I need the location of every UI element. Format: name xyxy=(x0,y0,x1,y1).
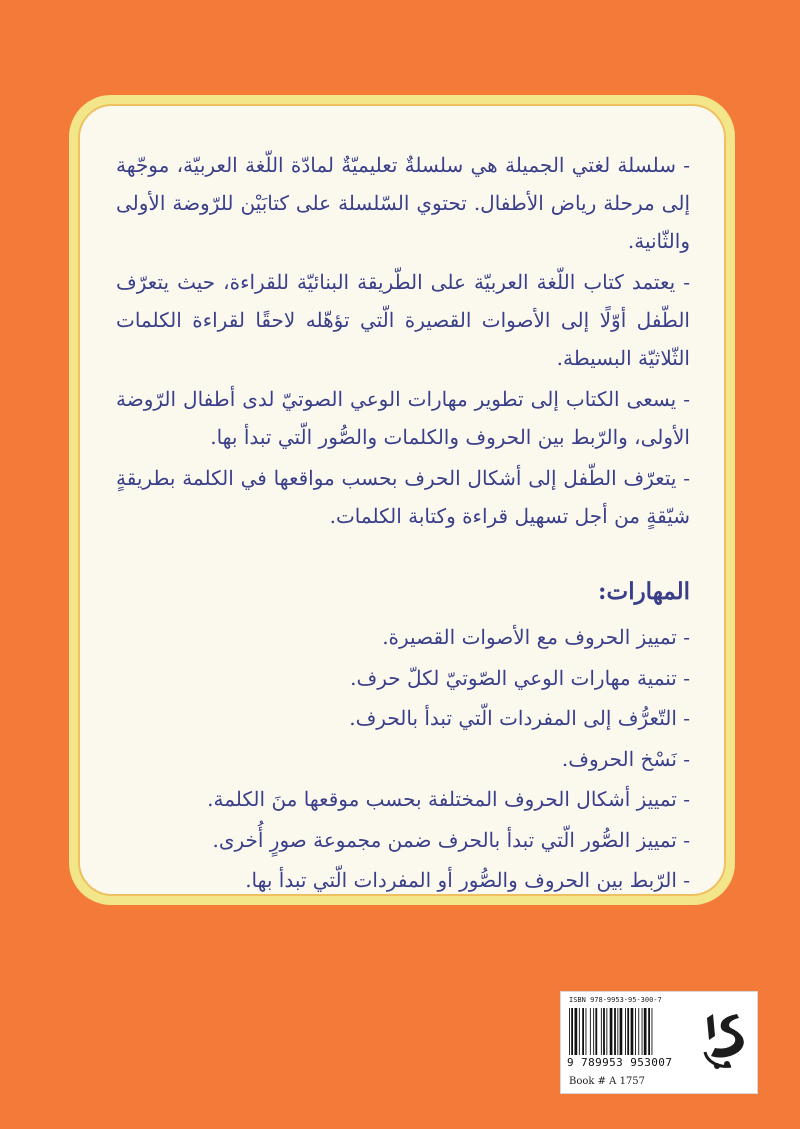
barcode-bar xyxy=(648,1008,650,1055)
intro-paragraph-3: - يسعى الكتاب إلى تطوير مهارات الوعي الصوتيّ لدى أطفال الرّوضة الأولى، والرّبط بين الحروف والكلمات والصُّور الّتي تبدأ بها. xyxy=(116,387,690,449)
barcode-bar xyxy=(590,1008,591,1055)
barcode-bar xyxy=(610,1008,613,1055)
barcode-bar xyxy=(601,1008,602,1055)
barcode-bar xyxy=(603,1008,605,1055)
barcode-bar xyxy=(631,1008,634,1055)
barcode-bar xyxy=(575,1008,578,1055)
barcode-bar xyxy=(620,1008,623,1055)
skill-item: - تنمية مهارات الوعي الصّوتيّ لكلّ حرف. xyxy=(350,665,690,690)
barcode-bar xyxy=(625,1008,626,1055)
barcode-bar xyxy=(644,1008,647,1055)
skills-title: المهارات: xyxy=(598,578,690,605)
barcode-bar xyxy=(638,1008,639,1055)
barcode-bar xyxy=(569,1008,570,1055)
barcode-bar xyxy=(595,1008,597,1055)
barcode-digits: 9 789953 953007 xyxy=(567,1056,673,1069)
skill-item: - التّعرُّف إلى المفردات الّتي تبدأ بالحرف. xyxy=(349,706,690,730)
barcode-label xyxy=(560,991,758,1094)
barcode-bar xyxy=(652,1008,653,1055)
barcode-bar xyxy=(582,1008,584,1055)
intro-paragraph-4: - يتعرّف الطّفل إلى أشكال الحرف بحسب مواقعها في الكلمة بطريقةٍ شيّقةٍ من أجل تسهيل قراءة وكتابة الكلمات. xyxy=(116,466,690,528)
barcode-bar xyxy=(606,1008,607,1055)
isbn-label: ISBN 978-9953-95-300-7 xyxy=(569,996,662,1004)
intro-paragraph-2: - يعتمد كتاب اللّغة العربيّة على الطّريقة البنائيّة للقراءة، حيث يتعرّف الطّفل أوّلًا إلى الأصوات القصيرة الّتي تؤهّله لاحقًا لقراءة الكلمات الثّلاثيّة البسيطة. xyxy=(116,270,690,370)
skill-item: - نَسْخ الحروف. xyxy=(561,746,690,771)
skill-item: - تمييز أشكال الحروف المختلفة بحسب موقعها منَ الكلمة. xyxy=(207,787,690,811)
skill-item: - تمييز الصُّور الّتي تبدأ بالحرف ضمن مجموعة صورٍ أُخرى. xyxy=(212,827,690,852)
content-panel xyxy=(78,104,726,896)
barcode-bar xyxy=(571,1008,573,1055)
barcode-bars xyxy=(567,1008,687,1055)
barcode-bar xyxy=(614,1008,616,1055)
skill-item: - تمييز الحروف مع الأصوات القصيرة. xyxy=(382,625,690,649)
intro-paragraph-1: - سلسلة لغتي الجميلة هي سلسلةٌ تعليميّةٌ لمادّة اللّغة العربيّة، موجّهة إلى مرحلة رياض الأطفال. تحتوي السّلسلة على كتابَيْن للرّوضة الأولى والثّانية. xyxy=(116,153,690,253)
barcode-bar xyxy=(579,1008,580,1055)
barcode-bar xyxy=(642,1008,643,1055)
skill-item: - الرّبط بين الحروف والصُّور أو المفردات الّتي تبدأ بها. xyxy=(245,868,690,892)
barcode-bar xyxy=(627,1008,629,1055)
barcode-bar xyxy=(635,1008,636,1055)
publisher-logo xyxy=(697,1006,751,1074)
content-frame xyxy=(69,95,735,905)
book-number: Book # A 1757 xyxy=(569,1076,646,1087)
barcode-bar xyxy=(593,1008,594,1055)
barcode-bar xyxy=(586,1008,587,1055)
barcode-bar xyxy=(617,1008,618,1055)
